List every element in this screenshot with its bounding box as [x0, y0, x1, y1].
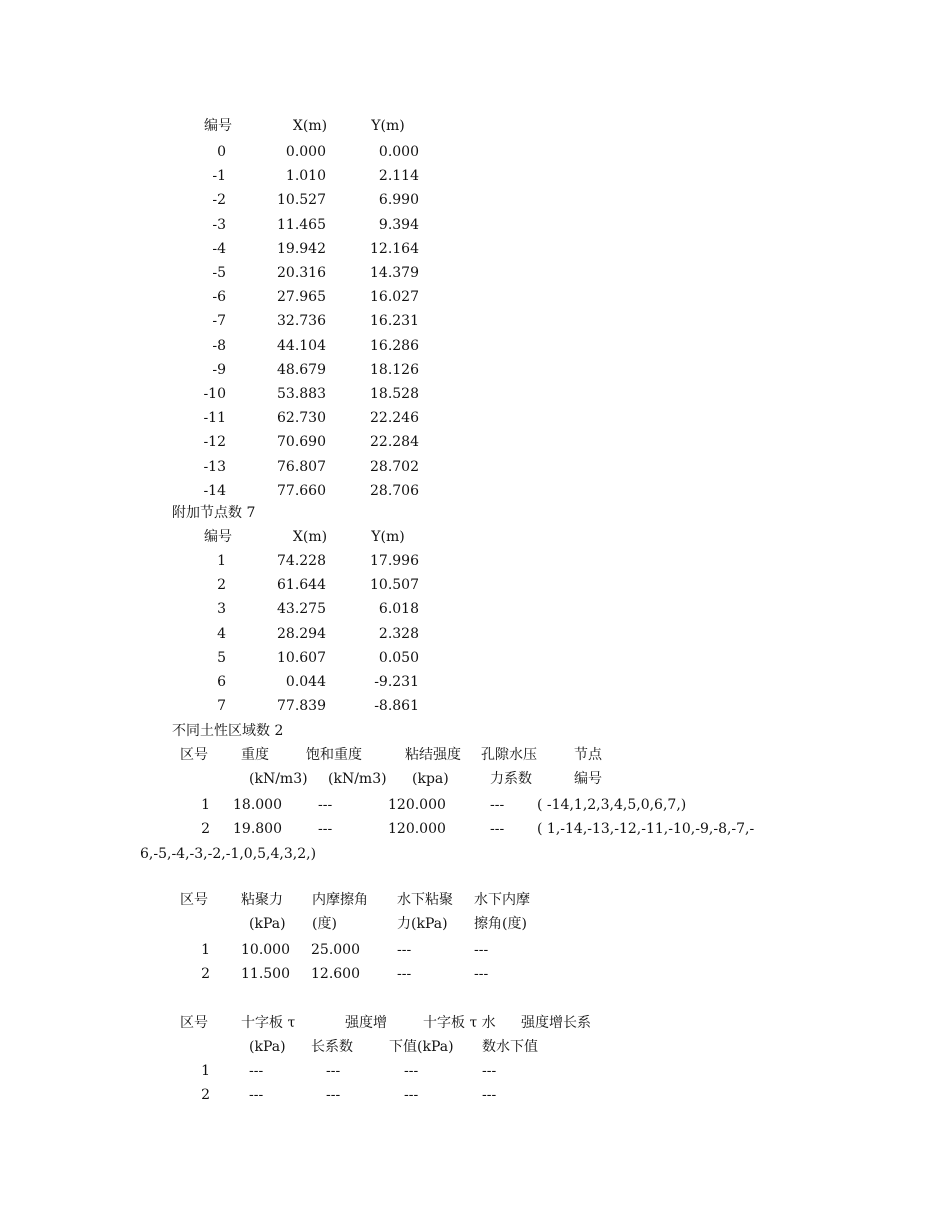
- extra-node-x: 0.044: [285, 674, 326, 690]
- vane-header-unit: (kPa): [249, 1039, 286, 1055]
- soil-node-list: ( -14,1,2,3,4,5,0,6,7,): [537, 797, 687, 813]
- node-id: -1: [212, 168, 226, 185]
- soil-region-id: 2: [201, 821, 210, 837]
- soil-unit-weight: 19.800: [233, 821, 282, 837]
- node-x: 20.316: [277, 265, 326, 281]
- node-id: -7: [212, 313, 226, 330]
- node-y: 16.027: [370, 289, 419, 306]
- vane-header: 十字板 τ: [241, 1015, 296, 1031]
- vane-strength: ---: [249, 1087, 264, 1103]
- node-y: 28.706: [370, 482, 419, 499]
- node-id: -11: [203, 410, 226, 427]
- extra-node-id: 5: [217, 649, 226, 666]
- vane-growth-coef: ---: [326, 1063, 341, 1079]
- node-id: -6: [212, 289, 226, 306]
- soil-header: 节点: [574, 747, 602, 763]
- node-y: 6.990: [378, 192, 419, 209]
- node-x: 48.679: [277, 361, 326, 378]
- vane-growth-underwater: ---: [482, 1063, 497, 1079]
- node-y: 16.231: [370, 313, 419, 330]
- extra-node-x: 10.607: [277, 649, 326, 666]
- extra-node-id: 7: [217, 698, 226, 715]
- extra-node-x: 43.275: [277, 601, 326, 618]
- extra-node-x: 74.228: [277, 553, 326, 569]
- underwater-friction-angle: ---: [474, 966, 489, 982]
- extra-node-x: 28.294: [277, 625, 326, 642]
- soil-sat-weight: ---: [318, 821, 333, 837]
- soil-header-unit: 力系数: [490, 771, 532, 787]
- vane-underwater: ---: [404, 1063, 419, 1079]
- cohesion: 11.500: [241, 966, 290, 982]
- vane-region-id: 2: [201, 1087, 210, 1103]
- node-id: -5: [212, 265, 226, 281]
- node-y: 9.394: [378, 216, 419, 233]
- node-x: 44.104: [277, 337, 326, 354]
- soil-region-id: 1: [201, 797, 210, 813]
- node-x: 70.690: [277, 434, 326, 451]
- vane-header: 十字板 τ 水: [423, 1015, 496, 1031]
- node-x: 77.660: [277, 482, 326, 499]
- soil-header-unit: (kN/m3): [328, 771, 387, 787]
- node-id: -12: [203, 434, 226, 451]
- extra-node-y: 10.507: [370, 577, 419, 594]
- node-y: 18.528: [370, 386, 419, 402]
- vane-growth-underwater: ---: [482, 1087, 497, 1103]
- node-x: 0.000: [285, 144, 326, 160]
- vane-region-id: 1: [201, 1063, 210, 1079]
- strength-header: 区号: [180, 892, 208, 908]
- soil-header: 饱和重度: [306, 747, 362, 763]
- node-id: -13: [203, 458, 226, 475]
- strength-header-unit: 擦角(度): [474, 916, 527, 932]
- friction-angle: 25.000: [311, 942, 360, 958]
- soil-node-list-continuation: 6,-5,-4,-3,-2,-1,0,5,4,3,2,): [140, 846, 317, 862]
- node-header-x: X(m): [292, 118, 328, 134]
- extra-nodes-title: 附加节点数 7: [172, 505, 256, 521]
- node-x: 27.965: [277, 289, 326, 306]
- node-id: -9: [212, 361, 226, 378]
- extra-node-header-x: X(m): [292, 529, 328, 545]
- node-y: 14.379: [370, 265, 419, 281]
- extra-node-id: 4: [217, 625, 226, 642]
- extra-node-id: 1: [217, 553, 226, 569]
- strength-header: 水下粘聚: [397, 892, 453, 908]
- extra-node-y: 17.996: [370, 553, 419, 569]
- strength-header: 粘聚力: [241, 892, 283, 908]
- extra-node-y: 2.328: [378, 625, 419, 642]
- extra-node-y: -8.861: [374, 698, 419, 715]
- node-id: 0: [217, 144, 226, 160]
- node-id: -4: [212, 240, 226, 257]
- node-y: 16.286: [370, 337, 419, 354]
- vane-header-unit: 下值(kPa): [389, 1039, 454, 1055]
- vane-header: 强度增: [345, 1015, 387, 1031]
- strength-header: 内摩擦角: [312, 892, 368, 908]
- node-header-id: 编号: [204, 118, 232, 134]
- underwater-cohesion: ---: [397, 942, 412, 958]
- strength-header-unit: (kPa): [249, 916, 286, 932]
- vane-strength: ---: [249, 1063, 264, 1079]
- node-x: 53.883: [277, 386, 326, 402]
- vane-header: 强度增长系: [521, 1015, 591, 1031]
- soil-header: 粘结强度: [405, 747, 461, 763]
- soil-header: 孔隙水压: [481, 747, 537, 763]
- soil-header-unit: (kpa): [412, 771, 449, 787]
- strength-header-unit: (度): [312, 916, 337, 932]
- vane-header-unit: 长系数: [311, 1039, 353, 1055]
- node-header-y: Y(m): [371, 118, 405, 134]
- vane-growth-coef: ---: [326, 1087, 341, 1103]
- strength-header-unit: 力(kPa): [397, 916, 448, 932]
- node-id: -2: [212, 192, 226, 209]
- strength-region-id: 1: [201, 942, 210, 958]
- soil-bond-strength: 120.000: [388, 797, 446, 813]
- node-x: 32.736: [277, 313, 326, 330]
- underwater-cohesion: ---: [397, 966, 412, 982]
- node-y: 28.702: [370, 458, 419, 475]
- cohesion: 10.000: [241, 942, 290, 958]
- node-x: 19.942: [277, 240, 326, 257]
- soil-node-list: ( 1,-14,-13,-12,-11,-10,-9,-8,-7,-: [537, 821, 755, 837]
- strength-region-id: 2: [201, 966, 210, 982]
- soil-header: 重度: [241, 747, 269, 763]
- node-id: -8: [212, 337, 226, 354]
- vane-underwater: ---: [404, 1087, 419, 1103]
- soil-pore-pressure: ---: [490, 821, 505, 837]
- node-x: 10.527: [277, 192, 326, 209]
- soil-bond-strength: 120.000: [388, 821, 446, 837]
- soil-unit-weight: 18.000: [233, 797, 282, 813]
- extra-node-id: 3: [217, 601, 226, 618]
- extra-node-header-id: 编号: [204, 529, 232, 545]
- extra-node-y: 6.018: [378, 601, 419, 618]
- extra-node-x: 77.839: [277, 698, 326, 715]
- node-id: -14: [203, 482, 226, 499]
- underwater-friction-angle: ---: [474, 942, 489, 958]
- node-x: 62.730: [277, 410, 326, 427]
- vane-header: 区号: [180, 1015, 208, 1031]
- node-y: 0.000: [378, 144, 419, 160]
- soil-pore-pressure: ---: [490, 797, 505, 813]
- friction-angle: 12.600: [311, 966, 360, 982]
- extra-node-header-y: Y(m): [371, 529, 405, 545]
- soil-regions-title: 不同土性区域数 2: [172, 723, 284, 739]
- vane-header-unit: 数水下值: [482, 1039, 538, 1055]
- extra-node-y: -9.231: [374, 674, 419, 690]
- node-x: 11.465: [277, 216, 326, 233]
- soil-header-unit: 编号: [574, 771, 602, 787]
- soil-sat-weight: ---: [318, 797, 333, 813]
- node-y: 18.126: [370, 361, 419, 378]
- node-y: 12.164: [370, 240, 419, 257]
- soil-header: 区号: [180, 747, 208, 763]
- node-id: -3: [212, 216, 226, 233]
- extra-node-x: 61.644: [277, 577, 326, 594]
- node-x: 1.010: [285, 168, 326, 185]
- extra-node-y: 0.050: [378, 649, 419, 666]
- node-id: -10: [203, 386, 226, 402]
- strength-header: 水下内摩: [474, 892, 530, 908]
- extra-node-id: 6: [217, 674, 226, 690]
- soil-header-unit: (kN/m3): [249, 771, 308, 787]
- node-x: 76.807: [277, 458, 326, 475]
- node-y: 2.114: [378, 168, 419, 185]
- node-y: 22.284: [370, 434, 419, 451]
- node-y: 22.246: [370, 410, 419, 427]
- extra-node-id: 2: [217, 577, 226, 594]
